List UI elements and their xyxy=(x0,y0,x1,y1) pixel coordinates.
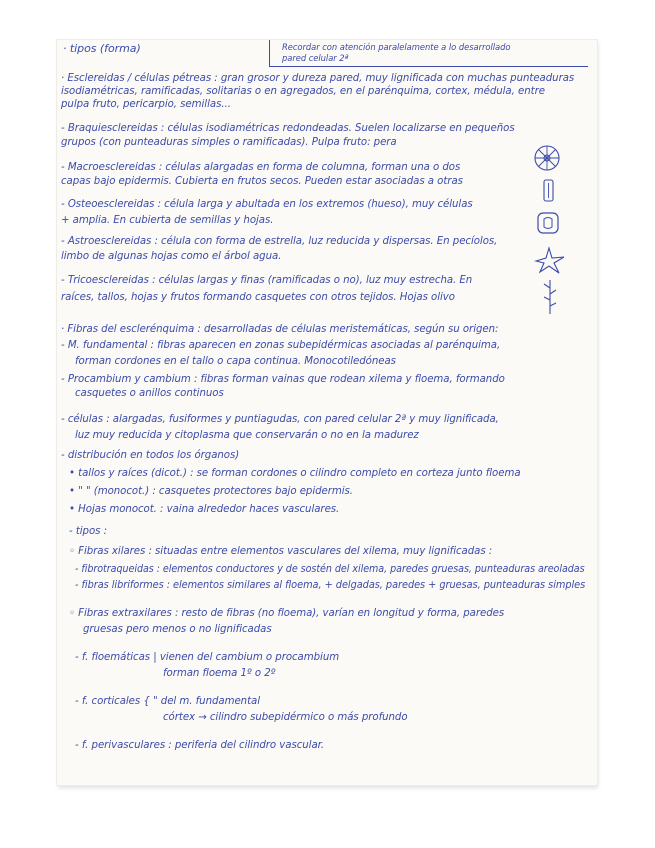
text-line: - f. corticales { " del m. fundamental xyxy=(75,696,261,707)
text-line: pulpa fruto, pericarpio, semillas... xyxy=(61,99,231,110)
text-line: córtex → cilindro subepidérmico o más profundo xyxy=(163,712,408,723)
text-line: - fibras libriformes : elementos similares al floema, + delgadas, paredes + gruesas, punteaduras simples xyxy=(75,580,586,591)
text-line: - Osteoesclereidas : célula larga y abultada en los extremos (hueso), muy células xyxy=(61,199,473,210)
text-line: • tallos y raíces (dicot.) : se forman cordones o cilindro completo en corteza junto floema xyxy=(69,468,521,479)
text-line: grupos (con punteaduras simples o ramificadas). Pulpa fruto: pera xyxy=(61,137,397,148)
text-line: isodiamétricas, ramificadas, solitarias o en agregados, en el parénquima, cortex, médula, entre xyxy=(61,86,545,97)
text-line: - tipos : xyxy=(69,526,107,537)
margin-note-line-2: pared celular 2ª xyxy=(282,53,349,63)
text-line: · Esclereidas / células pétreas : gran grosor y dureza pared, muy lignificada con muchas punteaduras xyxy=(61,73,575,84)
text-line: - f. perivasculares : periferia del cilindro vascular. xyxy=(75,740,325,751)
text-line: - Braquiesclereidas : células isodiamétricas redondeadas. Suelen localizarse en pequeños xyxy=(61,123,515,134)
text-line: forman cordones en el tallo o capa continua. Monocotiledóneas xyxy=(75,356,396,367)
wheel-sketch-icon xyxy=(531,142,563,174)
page-heading: · tipos (forma) xyxy=(63,42,141,55)
notebook-page xyxy=(57,40,597,785)
text-line: - Tricoesclereidas : células largas y finas (ramificadas o no), luz muy estrecha. En xyxy=(61,275,473,286)
text-line: limbo de algunas hojas como el árbol agua. xyxy=(61,251,282,262)
margin-note-line-1: Recordar con atención paralelamente a lo desarrollado xyxy=(282,42,511,52)
margin-note-box xyxy=(269,40,588,67)
text-line: luz muy reducida y citoplasma que conservarán o no en la madurez xyxy=(75,430,419,441)
text-line: + amplia. En cubierta de semillas y hojas. xyxy=(61,215,274,226)
text-line: - distribución en todos los órganos) xyxy=(61,450,240,461)
text-line: • Hojas monocot. : vaina alrededor haces vasculares. xyxy=(69,504,340,515)
text-line: ◦ Fibras extraxilares : resto de fibras (no floema), varían en longitud y forma, paredes xyxy=(69,608,505,619)
star-cell-sketch-icon xyxy=(533,245,567,275)
text-line: - células : alargadas, fusiformes y puntiagudas, con pared celular 2ª y muy lignificada, xyxy=(61,414,499,425)
text-line: casquetes o anillos continuos xyxy=(75,388,224,399)
text-line: forman floema 1º o 2º xyxy=(163,668,276,679)
text-line: • " " (monocot.) : casquetes protectores bajo epidermis. xyxy=(69,486,353,497)
branched-fiber-sketch-icon xyxy=(541,278,559,316)
text-line: - f. floemáticas | vienen del cambium o procambium xyxy=(75,652,340,663)
text-line: ◦ Fibras xilares : situadas entre elementos vasculares del xilema, muy lignificadas : xyxy=(69,546,493,557)
bone-cell-sketch-icon xyxy=(535,210,561,236)
text-line: - Macroesclereidas : células alargadas en forma de columna, forman una o dos xyxy=(61,162,461,173)
text-line: · Fibras del esclerénquima : desarrolladas de células meristemáticas, según su origen: xyxy=(61,324,499,335)
column-cell-sketch-icon xyxy=(541,178,557,204)
text-line: raíces, tallos, hojas y frutos formando casquetes con otros tejidos. Hojas olivo xyxy=(61,292,455,303)
text-line: capas bajo epidermis. Cubierta en frutos secos. Pueden estar asociadas a otras xyxy=(61,176,463,187)
text-line: - fibrotraqueidas : elementos conductores y de sostén del xilema, paredes gruesas, punteaduras areoladas xyxy=(75,564,585,575)
text-line: gruesas pero menos o no lignificadas xyxy=(83,624,272,635)
text-line: - Astroesclereidas : célula con forma de estrella, luz reducida y dispersas. En pecíolos, xyxy=(61,236,498,247)
text-line: - M. fundamental : fibras aparecen en zonas subepidérmicas asociadas al parénquima, xyxy=(61,340,501,351)
text-line: - Procambium y cambium : fibras forman vainas que rodean xilema y floema, formando xyxy=(61,374,505,385)
